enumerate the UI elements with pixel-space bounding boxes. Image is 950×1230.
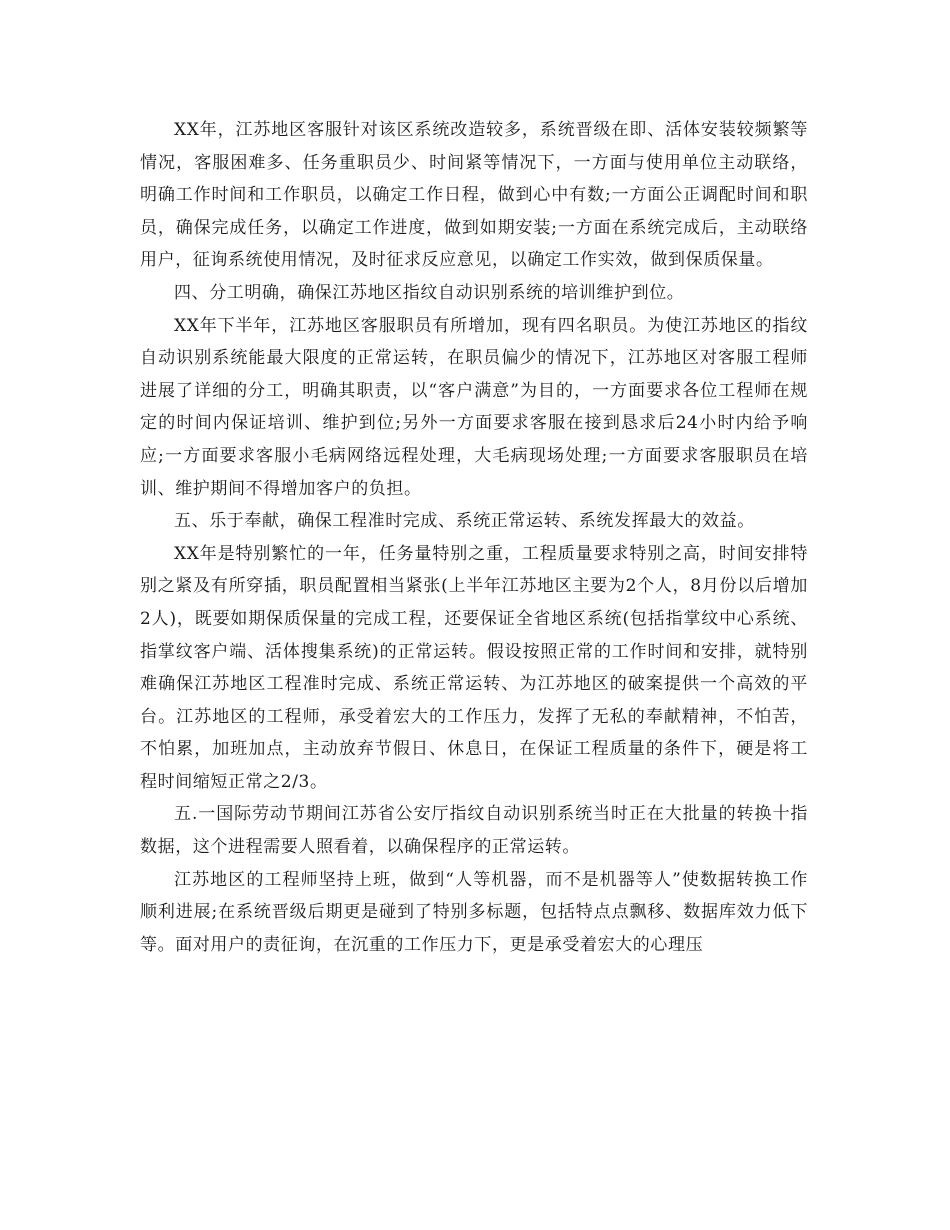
paragraph-2-heading: 四、分工明确，确保江苏地区指纹自动识别系统的培训维护到位。 [174,282,685,303]
paragraph-5: XX年是特别繁忙的一年，任务量特别之重，工程质量要求特别之高，时间安排特别之紧及有所穿插，职员配置相当紧张(上半年江苏地区主要为2个人，8月份以后增加2人)，既要如期保质保量的完成工程，还要保证全省地区系统(包括指掌纹中心系统、指掌纹客户端、活体搜集系统)的正常运转。假设按照正常的工作时间和安排，就特别难确保江苏地区工程准时完成、系统正常运转、为江苏地区的破案提供一个高效的平台。江苏地区的工程师，承受着宏大的工作压力，发挥了无私的奉献精神，不怕苦，不怕累，加班加点，主动放弃节假日、休息日，在保证工程质量的条件下，硬是将工程时间缩短正常之2/3。 [140,543,808,792]
paragraph-1: XX年，江苏地区客服针对该区系统改造较多，系统晋级在即、活体安装较频繁等情况，客服困难多、任务重职员少、时间紧等情况下，一方面与使用单位主动联络，明确工作时间和工作职员，以确定工作日程，做到心中有数;一方面公正调配时间和职员，确保完成任务，以确定工作进度，做到如期安装;一方面在系统完成后，主动联络用户，征询系统使用情况，及时征求反应意见，以确定工作实效，做到保质保量。 [140,120,808,271]
document-body [140,114,808,961]
paragraph-4-heading: 五、乐于奉献，确保工程准时完成、系统正常运转、系统发挥最大的效益。 [174,511,755,532]
paragraph-7: 江苏地区的工程师坚持上班，做到“人等机器，而不是机器等人”使数据转换工作顺利进展;在系统晋级后期更是碰到了特别多标题，包括特点点飘移、数据库效力低下等。面对用户的责征询，在沉重的工作压力下，更是承受着宏大的心理压 [140,869,808,955]
paragraph-3: XX年下半年，江苏地区客服职员有所增加，现有四名职员。为使江苏地区的指纹自动识别系统能最大限度的正常运转，在职员偏少的情况下，江苏地区对客服工程师进展了详细的分工，明确其职责，以“客户满意”为目的，一方面要求各位工程师在规定的时间内保证培训、维护到位;另外一方面要求客服在接到恳求后24小时内给予响应;一方面要求客服小毛病网络远程处理，大毛病现场处理;一方面要求客服职员在培训、维护期间不得增加客户的负担。 [140,315,808,499]
paragraph-6: 五.一国际劳动节期间江苏省公安厅指纹自动识别系统当时正在大批量的转换十指数据，这个进程需要人照看着，以确保程序的正常运转。 [140,804,808,858]
